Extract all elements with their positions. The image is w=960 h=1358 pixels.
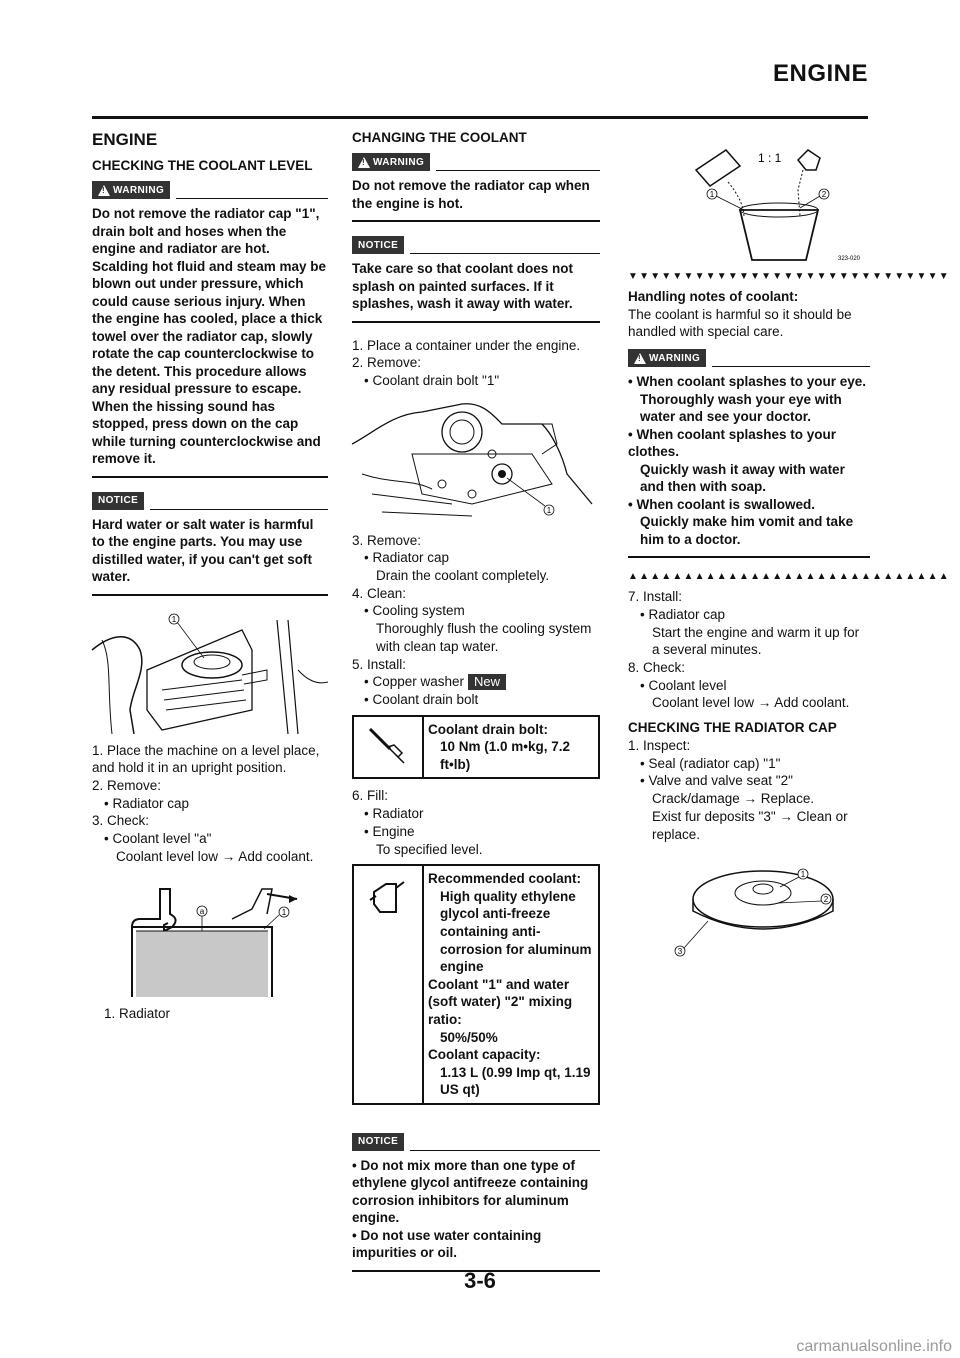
step-1: 1. Place the machine on a level place, and hold it in an upright position. <box>92 742 320 776</box>
spec1-title: Coolant drain bolt: <box>428 721 548 737</box>
spec2-l4: 50%/50% <box>440 1029 498 1045</box>
step-6-item-a: • Radiator <box>352 805 600 823</box>
step-2-item: • Radiator cap <box>92 795 328 813</box>
page-header-title: ENGINE <box>772 60 868 87</box>
warning-triangle-icon <box>634 353 646 364</box>
warning-triangle-icon <box>358 157 370 168</box>
col3-steps <box>628 588 870 712</box>
coolant-warnings <box>628 373 870 548</box>
fig2-caption: 1. Radiator <box>104 1006 171 1022</box>
inspect-note-1: Crack/damage → Replace. <box>652 791 815 807</box>
coolant-mix-figure <box>648 130 870 264</box>
step-5-item-a: • Copper washer New <box>352 673 600 691</box>
engine-drain-bolt-figure <box>352 394 600 520</box>
warning-header <box>92 181 328 199</box>
warning-bullet-1b: Thoroughly wash your eye with water and see your doctor. <box>640 391 842 425</box>
subsection-changing-coolant: CHANGING THE COOLANT <box>352 130 527 145</box>
notice-text-2: Take care so that coolant does not splash on painted surfaces. If it splashes, wash it away with water. <box>352 261 574 311</box>
page-number: 3-6 <box>464 1268 496 1293</box>
column-2 <box>352 130 600 1286</box>
cap-callout-1: 1 <box>800 870 806 880</box>
step-3-item: • Radiator cap <box>352 549 600 567</box>
step-7-item: • Radiator cap <box>628 606 870 624</box>
step-3-note: Coolant level low → Add coolant. <box>116 848 314 864</box>
fig-ratio: 1 : 1 <box>758 151 782 165</box>
column-3 <box>628 130 950 963</box>
warning-bullet-3b: Quickly make him vomit and take him to a doctor. <box>640 514 854 547</box>
step-7-note: Start the engine and warm it up for a several minutes. <box>652 624 860 658</box>
notice-header <box>92 492 328 510</box>
cap-steps <box>628 737 870 843</box>
step-8-item: • Coolant level <box>628 677 870 695</box>
col2-steps-a <box>352 337 600 390</box>
new-badge: New <box>468 674 506 690</box>
warning-triangle-icon <box>98 185 110 196</box>
notice-text: Hard water or salt water is harmful to the engine parts. You may use distilled water, if you can't get soft water. <box>92 516 314 584</box>
handling-notes <box>628 288 870 341</box>
warning-header-3 <box>628 349 870 367</box>
warning-text-2: Do not remove the radiator cap when the engine is hot. <box>352 178 590 211</box>
handling-title: Handling notes of coolant: <box>628 289 799 304</box>
warning-bullet-2: • When coolant splashes to your clothes. <box>628 426 870 461</box>
step-4-note: Thoroughly flush the cooling system with clean tap water. <box>376 621 592 654</box>
warning-badge-2: ! WARNING <box>352 153 430 171</box>
notice-badge-3: NOTICE <box>352 1133 404 1151</box>
warning-header-2 <box>352 153 600 171</box>
inspect-item-2: • Valve and valve seat "2" <box>628 772 870 790</box>
warning-text: Do not remove the radiator cap "1", drain bolt and hoses when the engine and radiator are hot. Scalding hot fluid and steam may be blown out under pressure, which could cause serious injury. When the engine has cooled, place a thick towel over the radiator cap, slowly rotate the cap counterclockwise to the detent. This procedure allows any residual pressure to escape. When the hissing sound has stopped, press down on the cap while turning counterclockwise and remove it. <box>92 206 327 466</box>
step-5-item-b: • Coolant drain bolt <box>352 691 600 709</box>
torque-wrench-icon <box>354 717 424 778</box>
section-title: ENGINE <box>92 130 158 149</box>
notice2-list <box>352 1157 600 1262</box>
step-3-note: Drain the coolant completely. <box>376 568 550 584</box>
step-6-note: To specified level. <box>376 841 483 857</box>
step-3-item: • Coolant level "a" <box>92 830 328 848</box>
warning-badge-3: ! WARNING <box>628 349 706 367</box>
notice-badge-2: NOTICE <box>352 236 404 254</box>
spec2-l1: Recommended coolant: <box>428 871 582 887</box>
step-8-note: Coolant level low → Add coolant. <box>652 695 850 711</box>
spec1-value: 10 Nm (1.0 m•kg, 7.2 ft•lb) <box>440 739 571 772</box>
spec-box-drain-bolt <box>352 715 600 780</box>
notice2-bullet-2: • Do not use water containing impurities or oil. <box>352 1227 600 1262</box>
col2-steps-c <box>352 787 600 858</box>
step-4-item: • Cooling system <box>352 602 600 620</box>
cap-callout-2: 2 <box>823 895 829 905</box>
radiator-cap-detail-figure <box>668 859 870 963</box>
notice-header-3 <box>352 1133 600 1151</box>
spec-box-coolant <box>352 864 600 1105</box>
spec2-l2: High quality ethylene glycol anti-freeze containing anti-corrosion for aluminum engine <box>440 888 592 975</box>
notice-header-2 <box>352 236 600 254</box>
step-2: 2. Remove: <box>92 777 162 793</box>
step-2: 2. Remove: <box>352 355 422 371</box>
spec2-l3: Coolant "1" and water (soft water) "2" mixing ratio: <box>428 976 573 1027</box>
header-rule <box>92 116 868 119</box>
fig-callout-2: 2 <box>821 190 827 199</box>
step-2-item: • Coolant drain bolt "1" <box>352 372 600 390</box>
step-8: 8. Check: <box>628 659 686 675</box>
step-3: 3. Check: <box>92 813 150 829</box>
watermark: carmanualsonline.info <box>796 1338 952 1355</box>
step-4: 4. Clean: <box>352 585 407 601</box>
inspect-step: 1. Inspect: <box>628 738 691 754</box>
notice2-bullet-1: • Do not mix more than one type of ethylene glycol antifreeze containing corrosion inhibitors for aluminum engine. <box>352 1157 600 1227</box>
notice-badge: NOTICE <box>92 492 144 510</box>
subsection-checking-coolant-level: CHECKING THE COOLANT LEVEL <box>92 158 313 173</box>
warning-bullet-1: • When coolant splashes to your eye. <box>628 373 870 391</box>
warning-bullet-3: • When coolant is swallowed. <box>628 496 870 514</box>
col1-steps <box>92 742 328 866</box>
spec2-l6: 1.13 L (0.99 Imp qt, 1.19 US qt) <box>440 1064 591 1098</box>
fig-callout: 1 <box>546 505 552 515</box>
column-1 <box>92 130 328 1023</box>
fig2-callout-a: a <box>199 907 205 917</box>
fig2-callout-1: 1 <box>281 908 287 918</box>
inspect-item-1: • Seal (radiator cap) "1" <box>628 755 870 773</box>
step-3: 3. Remove: <box>352 532 422 548</box>
warning-bullet-2b: Quickly wash it away with water and then with soap. <box>640 461 845 495</box>
radiator-cap-figure <box>92 610 328 734</box>
fig-code: 323-020 <box>838 256 861 262</box>
spec2-l5: Coolant capacity: <box>428 1047 541 1063</box>
col2-steps-b <box>352 532 600 709</box>
warning-badge: ! WARNING <box>92 181 170 199</box>
cap-callout-3: 3 <box>677 947 683 957</box>
warning-start-marks: ▼▼▼▼▼▼▼▼▼▼▼▼▼▼▼▼▼▼▼▼▼▼▼▼▼▼▼▼▼ <box>628 271 950 282</box>
inspect-note-2: Exist fur deposits "3" → Clean or replace. <box>652 808 848 842</box>
radiator-level-figure <box>92 879 328 999</box>
oil-can-icon <box>354 866 424 1103</box>
fig-callout-1: 1 <box>709 190 715 199</box>
subsection-radiator-cap: CHECKING THE RADIATOR CAP <box>628 720 837 736</box>
step-5: 5. Install: <box>352 656 407 672</box>
step-7: 7. Install: <box>628 589 683 605</box>
warning-end-marks: ▲▲▲▲▲▲▲▲▲▲▲▲▲▲▲▲▲▲▲▲▲▲▲▲▲▲▲▲▲ <box>628 571 950 583</box>
fig1-callout: 1 <box>171 614 177 624</box>
step-6: 6. Fill: <box>352 788 389 804</box>
step-6-item-b: • Engine <box>352 823 600 841</box>
step-1: 1. Place a container under the engine. <box>352 337 581 353</box>
handling-text: The coolant is harmful so it should be handled with special care. <box>628 306 852 340</box>
